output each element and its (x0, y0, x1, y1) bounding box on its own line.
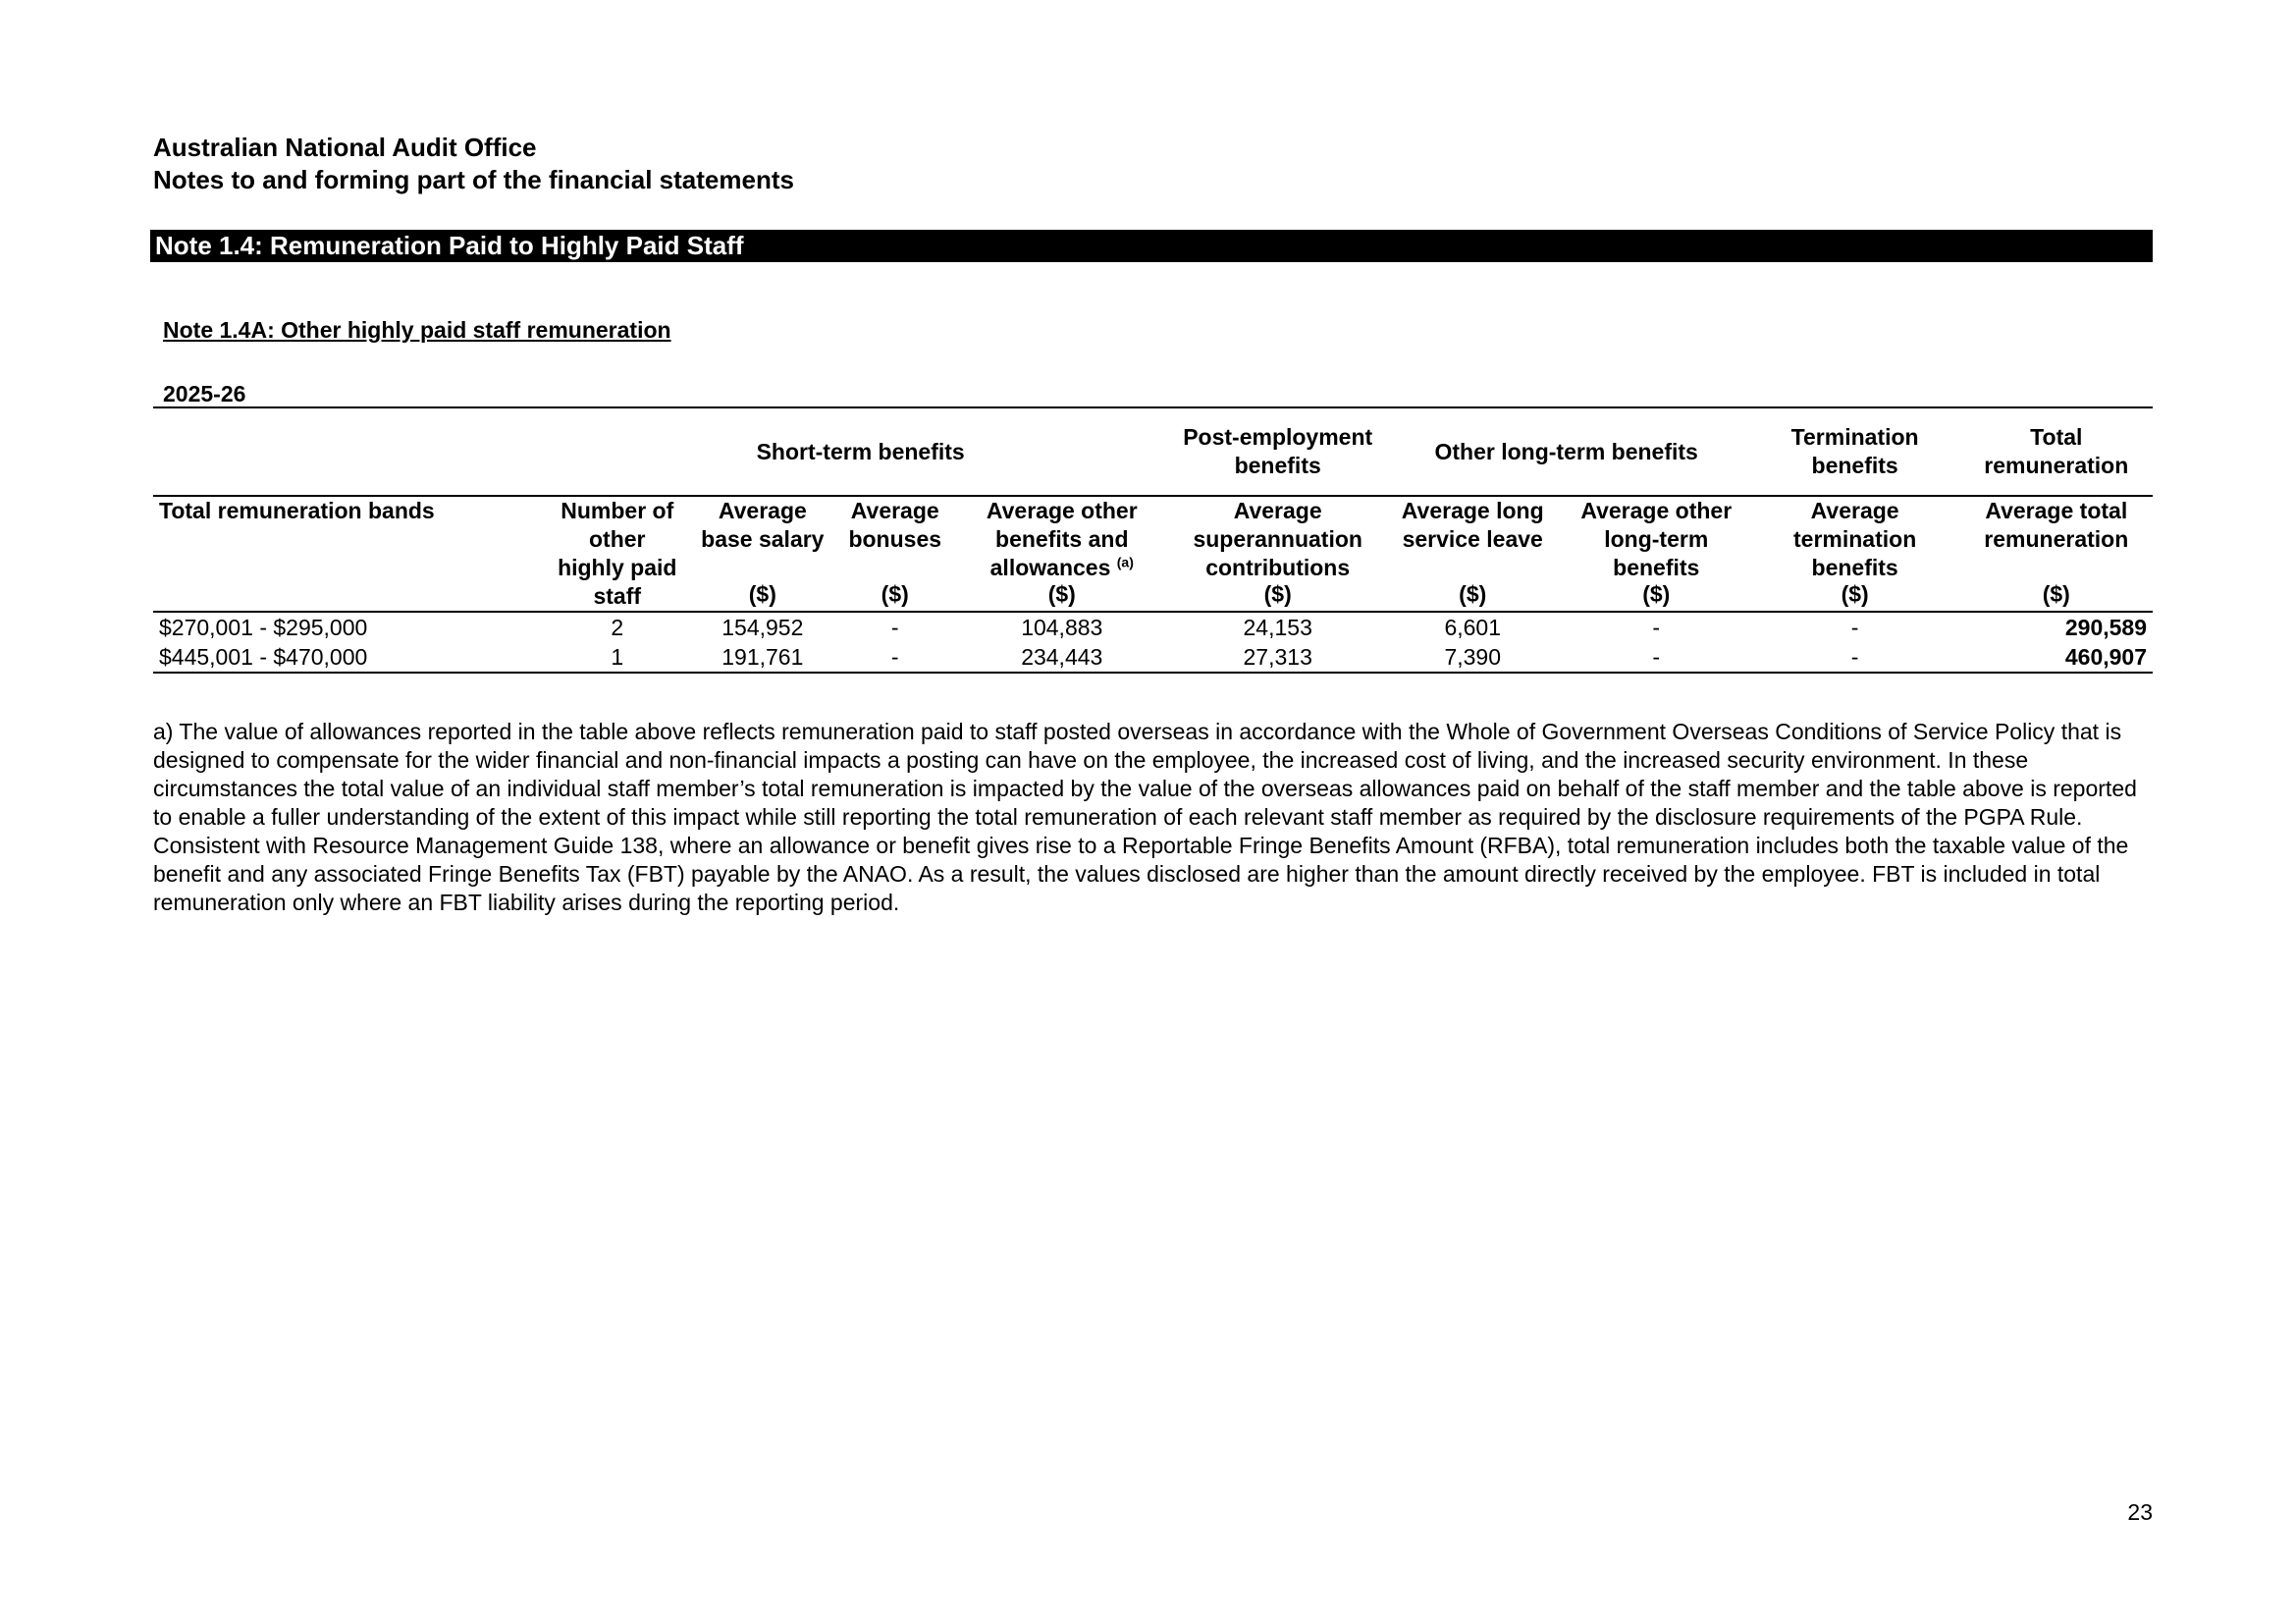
cell-bonuses: - (839, 642, 951, 673)
table-row (153, 612, 2153, 642)
cell-other-long-term: - (1563, 642, 1750, 673)
cell-base-salary: 154,952 (721, 615, 804, 640)
group-header-other-long-term: Other long-term benefits (1383, 407, 1750, 496)
cell-total: 290,589 (2064, 615, 2147, 640)
group-header-total: Total remuneration (1960, 407, 2153, 496)
remuneration-table (153, 406, 2153, 674)
footnote-marker: (a) (1116, 554, 1134, 570)
page-number: 23 (2127, 1499, 2153, 1525)
cell-other-long-term: - (1652, 615, 1661, 640)
unit-label: ($) (1263, 581, 1292, 607)
column-header-base-salary-label: Average base salary (701, 498, 825, 552)
organisation-name: Australian National Audit Office (153, 133, 537, 162)
column-header-termination-label: Average termination benefits (1793, 498, 1917, 580)
unit-label: ($) (881, 581, 909, 607)
unit-label: ($) (1642, 581, 1671, 607)
cell-superannuation: 24,153 (1243, 615, 1312, 640)
column-header-total-label: Average total remuneration (1984, 498, 2129, 552)
document-subtitle: Notes to and forming part of the financial statements (153, 165, 794, 194)
cell-number: 1 (549, 642, 686, 673)
group-header-termination: Termination benefits (1750, 407, 1960, 496)
cell-total: 460,907 (1960, 642, 2153, 673)
column-header-total (1960, 496, 2153, 612)
cell-long-service: 7,390 (1383, 642, 1563, 673)
table-row (153, 642, 2153, 673)
cell-band: $270,001 - $295,000 (159, 615, 368, 640)
column-header-other-long-term-label: Average other long-term benefits (1580, 498, 1733, 580)
document-header (153, 132, 794, 196)
unit-label: ($) (2042, 581, 2070, 607)
unit-label: ($) (748, 581, 776, 607)
cell-superannuation: 27,313 (1173, 642, 1383, 673)
column-header-superannuation (1173, 496, 1383, 612)
column-header-base-salary (686, 496, 839, 612)
group-header-post-employment: Post-employment benefits (1173, 407, 1383, 496)
column-header-long-service-label: Average long service leave (1401, 498, 1544, 552)
cell-bonuses: - (890, 615, 899, 640)
column-header-bonuses (839, 496, 951, 612)
cell-termination: - (1750, 642, 1960, 673)
unit-label: ($) (1047, 581, 1076, 607)
column-header-other-long-term (1563, 496, 1750, 612)
note-title-banner: Note 1.4: Remuneration Paid to Highly Paid Staff (150, 230, 2153, 262)
cell-termination: - (1850, 615, 1859, 640)
cell-band: $445,001 - $470,000 (153, 642, 549, 673)
column-header-other-benefits (951, 496, 1173, 612)
cell-other-benefits: 104,883 (1021, 615, 1103, 640)
cell-long-service: 6,601 (1444, 615, 1501, 640)
group-header-blank (153, 407, 549, 496)
column-header-long-service (1383, 496, 1563, 612)
column-header-superannuation-label: Average superannuation contributions (1193, 498, 1362, 580)
table-column-header-row (153, 496, 2153, 612)
column-header-other-benefits-label: Average other benefits and allowances (986, 498, 1138, 580)
footnote-text: a) The value of allowances reported in the table above reflects remuneration paid to staff posted overseas in accordance with the Whole of Government Overseas Conditions of Service Policy that is designed to compensate for the wider financial and non-financial impacts a posting can have on the employee, the increased cost of living, and the increased security environment. In these circumstances the total value of an individual staff member’s total remuneration is impacted by the value of the overseas allowances paid on behalf of the staff member and the table above is reported to enable a fuller understanding of the extent of this impact while still reporting the total remuneration of each relevant staff member as required by the disclosure requirements of the PGPA Rule. Consistent with Resource Management Guide 138, where an allowance or benefit gives rise to a Reportable Fringe Benefits Amount (RFBA), total remuneration includes both the taxable value of the benefit and any associated Fringe Benefits Tax (FBT) payable by the ANAO. As a result, the values disclosed are higher than the amount directly received by the employee. FBT is included in total remuneration only where an FBT liability arises during the reporting period. (153, 719, 2137, 915)
column-header-band: Total remuneration bands (153, 496, 549, 612)
table-group-header-row (153, 407, 2153, 496)
cell-number: 2 (611, 615, 624, 640)
subnote-title: Note 1.4A: Other highly paid staff remuneration (163, 317, 671, 343)
unit-label: ($) (1459, 581, 1487, 607)
column-header-number: Number of other highly paid staff (549, 496, 686, 612)
column-header-bonuses-label: Average bonuses (848, 498, 942, 552)
column-header-termination (1750, 496, 1960, 612)
group-header-short-term: Short-term benefits (549, 407, 1173, 496)
cell-base-salary: 191,761 (686, 642, 839, 673)
reporting-year: 2025-26 (163, 381, 246, 406)
cell-other-benefits: 234,443 (951, 642, 1173, 673)
unit-label: ($) (1841, 581, 1869, 607)
